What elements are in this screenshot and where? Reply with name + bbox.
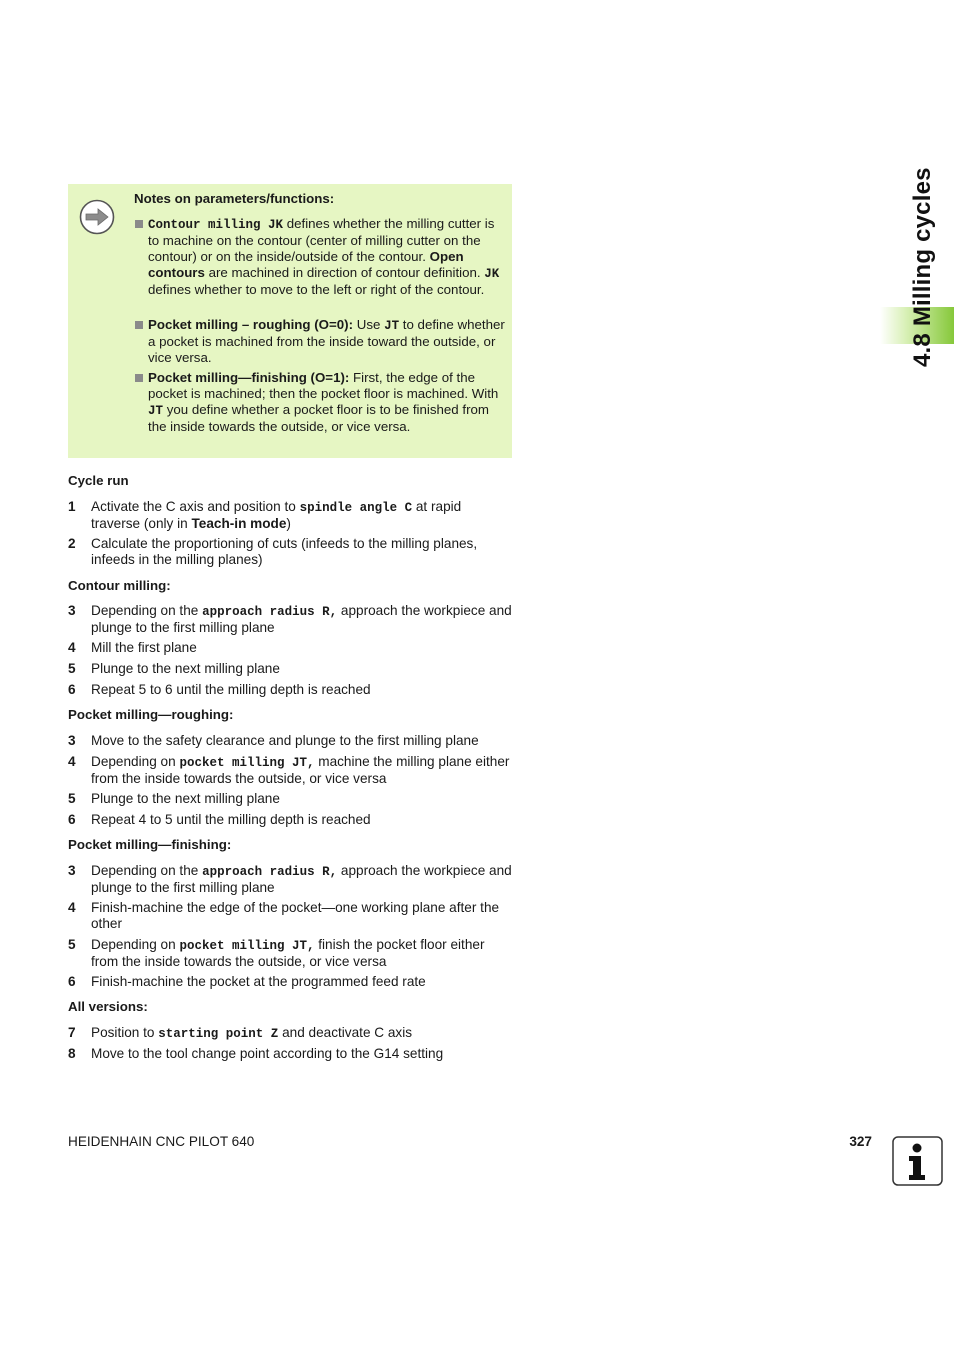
note-pocket-roughing: Pocket milling – roughing (O=0): Use JT to define whether a pocket is machined from the inside toward the outside, or vice versa. — [134, 317, 506, 366]
section-title: 4.8 Milling cycles — [909, 167, 936, 367]
list-item: 8 Move to the tool change point according to the G14 setting — [68, 1046, 444, 1061]
list-item: 4 Finish-machine the edge of the pocket—one working plane after the other — [68, 900, 500, 931]
list-item: 1 Activate the C axis and position to spindle angle C at rapid traverse (only in Teach-in mode) — [68, 499, 462, 531]
info-icon — [892, 1136, 943, 1186]
notes-heading: Notes on parameters/functions: — [134, 191, 335, 206]
notes-box — [68, 184, 512, 458]
contour-milling-heading: Contour milling: — [68, 578, 171, 593]
list-item: 3 Depending on the approach radius R, approach the workpiece and plunge to the first milling plane — [68, 863, 512, 895]
note-contour-milling: Contour milling JK defines whether the milling cutter is to machine on the contour (center of milling cutter on the contour) or on the inside/outside of the contour. Open contours are machined in direction of contour definition. JK defines whether to move to the left or right of the contour. — [134, 216, 506, 298]
list-item: 5 Depending on pocket milling JT, finish the pocket floor either from the inside towards the outside, or vice versa — [68, 937, 485, 969]
list-item: 4 Depending on pocket milling JT, machine the milling plane either from the inside towards the outside, or vice versa — [68, 754, 510, 786]
list-item: 5 Plunge to the next milling plane — [68, 661, 280, 676]
pocket-finishing-heading: Pocket milling—finishing: — [68, 837, 232, 852]
bullet-square-icon — [135, 321, 143, 329]
pocket-roughing-heading: Pocket milling—roughing: — [68, 707, 234, 722]
list-item: 5 Plunge to the next milling plane — [68, 791, 280, 806]
footer-title: HEIDENHAIN CNC PILOT 640 — [68, 1134, 255, 1149]
list-item: 4 Mill the first plane — [68, 640, 197, 655]
list-item: 2 Calculate the proportioning of cuts (infeeds to the milling planes, infeeds in the milling planes) — [68, 536, 478, 567]
list-item: 6 Repeat 4 to 5 until the milling depth is reached — [68, 812, 371, 827]
list-item: 6 Finish-machine the pocket at the programmed feed rate — [68, 974, 426, 989]
page-number: 327 — [849, 1134, 872, 1149]
list-item: 7 Position to starting point Z and deactivate C axis — [68, 1025, 413, 1041]
list-item: 3 Move to the safety clearance and plunge to the first milling plane — [68, 733, 479, 748]
bullet-square-icon — [135, 220, 143, 228]
all-versions-heading: All versions: — [68, 999, 148, 1014]
cycle-run-heading: Cycle run — [68, 473, 129, 488]
note-pocket-finishing: Pocket milling—finishing (O=1): First, the edge of the pocket is machined; then the pocket floor is machined. With JT you define whether a pocket floor is to be finished from the inside towards the outside, or vice versa. — [134, 370, 506, 435]
list-item: 3 Depending on the approach radius R, approach the workpiece and plunge to the first milling plane — [68, 603, 512, 635]
arrow-right-icon — [79, 199, 115, 235]
list-item: 6 Repeat 5 to 6 until the milling depth is reached — [68, 682, 371, 697]
bullet-square-icon — [135, 374, 143, 382]
